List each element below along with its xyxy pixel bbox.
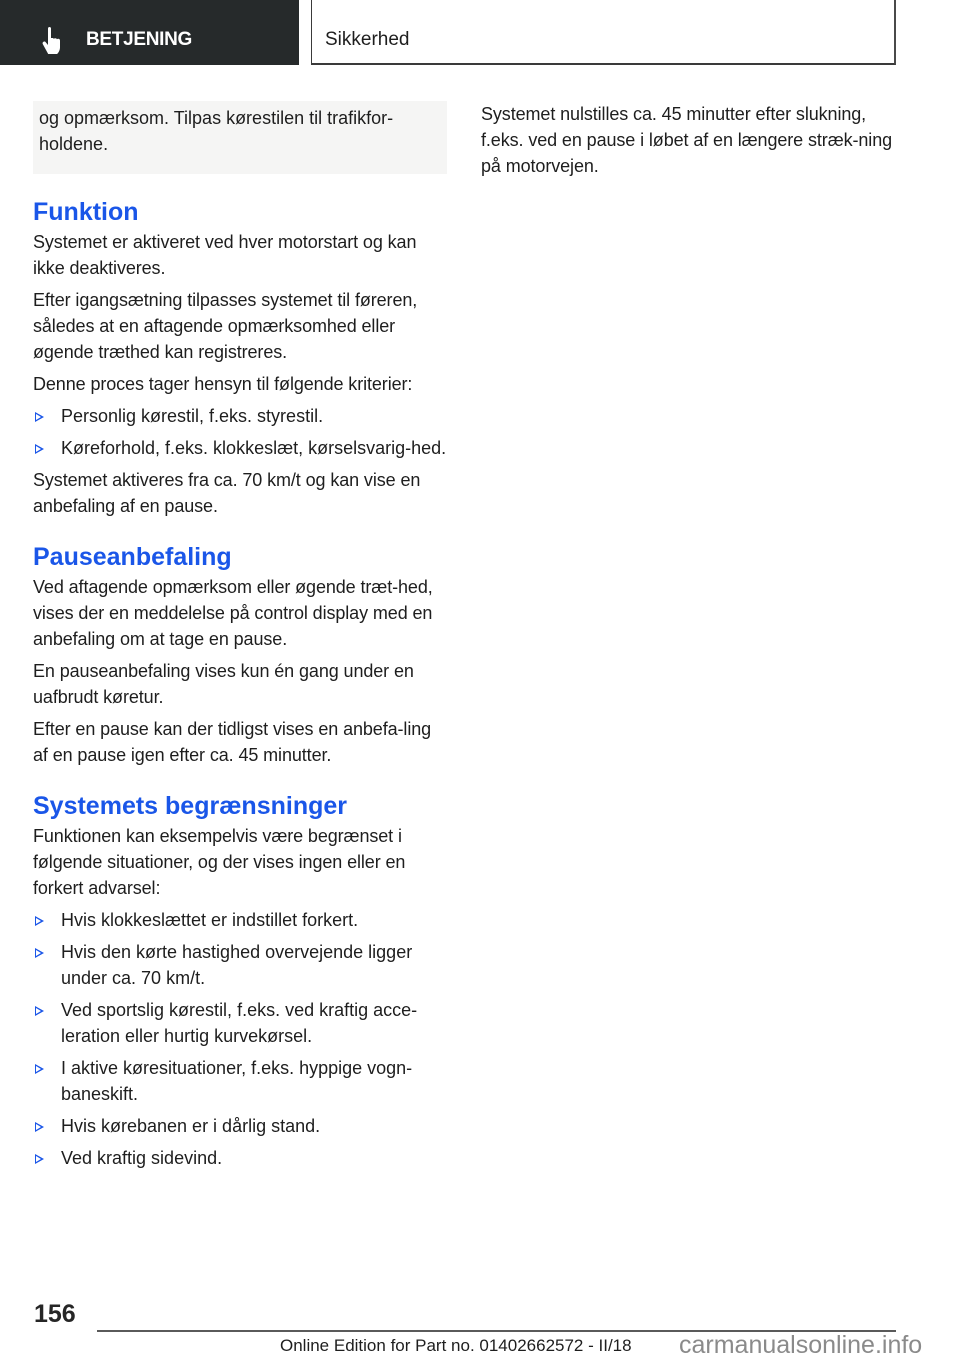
limitations-list [33,907,447,1171]
section-title: Sikkerhed [325,29,410,50]
list-item-text: Hvis kørebanen er i dårlig stand. [61,1116,321,1136]
triangle-bullet-icon [35,1064,44,1074]
chapter-title: BETJENING [86,29,193,50]
list-item-text: Hvis klokkeslættet er indstillet forkert. [61,910,359,930]
list-item [33,939,447,991]
list-item [33,1055,447,1107]
paragraph: Funktionen kan eksempelvis være begrænset i følgende situationer, og der vises ingen eller en forkert advarsel: [33,826,406,898]
list-item-text: Personlig kørestil, f.eks. styrestil. [61,406,324,426]
triangle-bullet-icon [35,916,44,926]
list-item [33,403,447,429]
list-item [33,1145,447,1171]
list-item [33,907,447,933]
paragraph: Efter igangsætning tilpasses systemet til føreren, således at en aftagende opmærksomhed eller øgende træthed kan registreres. [33,290,418,362]
heading-funktion: Funktion [33,198,139,226]
left-column [33,101,447,1177]
triangle-bullet-icon [35,948,44,958]
note-text: og opmærksom. Tilpas kørestilen til trafikfor-holdene. [39,108,394,154]
list-item [33,997,447,1049]
list-item-text: I aktive køresituationer, f.eks. hyppige vogn-baneskift. [61,1058,413,1104]
heading-pauseanbefaling: Pauseanbefaling [33,543,232,571]
paragraph: Systemet nulstilles ca. 45 minutter efter slukning, f.eks. ved en pause i løbet af en længere stræk-ning på motorvejen. [481,104,893,176]
list-item [33,435,447,461]
triangle-bullet-icon [35,1006,44,1016]
note-box [33,101,447,174]
edition-text: Online Edition for Part no. 01402662572 - II/18 [280,1336,632,1355]
chapter-tab [0,0,299,65]
right-column [481,101,901,185]
triangle-bullet-icon [35,412,44,422]
triangle-bullet-icon [35,1122,44,1132]
list-item-text: Ved sportslig kørestil, f.eks. ved kraftig acce-leration eller hurtig kurvekørsel. [61,1000,418,1046]
paragraph: Denne proces tager hensyn til følgende kriterier: [33,374,413,394]
page-number: 156 [34,1300,76,1328]
list-item-text: Køreforhold, f.eks. klokkeslæt, kørselsvarig-hed. [61,438,447,458]
paragraph: En pauseanbefaling vises kun én gang under en uafbrudt køretur. [33,661,414,707]
paragraph: Efter en pause kan der tidligst vises en anbefa-ling af en pause igen efter ca. 45 minutter. [33,719,432,765]
section-tab [311,0,896,65]
watermark-link[interactable]: carmanualsonline.info [679,1331,923,1359]
hand-pointer-icon [40,27,64,55]
paragraph: Ved aftagende opmærksom eller øgende træt-hed, vises der en meddelelse på control display med en anbefaling om at tage en pause. [33,577,433,649]
criteria-list [33,403,447,461]
triangle-bullet-icon [35,444,44,454]
list-item [33,1113,447,1139]
heading-begraensninger: Systemets begrænsninger [33,792,347,820]
paragraph: Systemet er aktiveret ved hver motorstart og kan ikke deaktiveres. [33,232,417,278]
list-item-text: Hvis den kørte hastighed overvejende ligger under ca. 70 km/t. [61,942,413,988]
triangle-bullet-icon [35,1154,44,1164]
list-item-text: Ved kraftig sidevind. [61,1148,223,1168]
paragraph: Systemet aktiveres fra ca. 70 km/t og kan vise en anbefaling af en pause. [33,470,421,516]
